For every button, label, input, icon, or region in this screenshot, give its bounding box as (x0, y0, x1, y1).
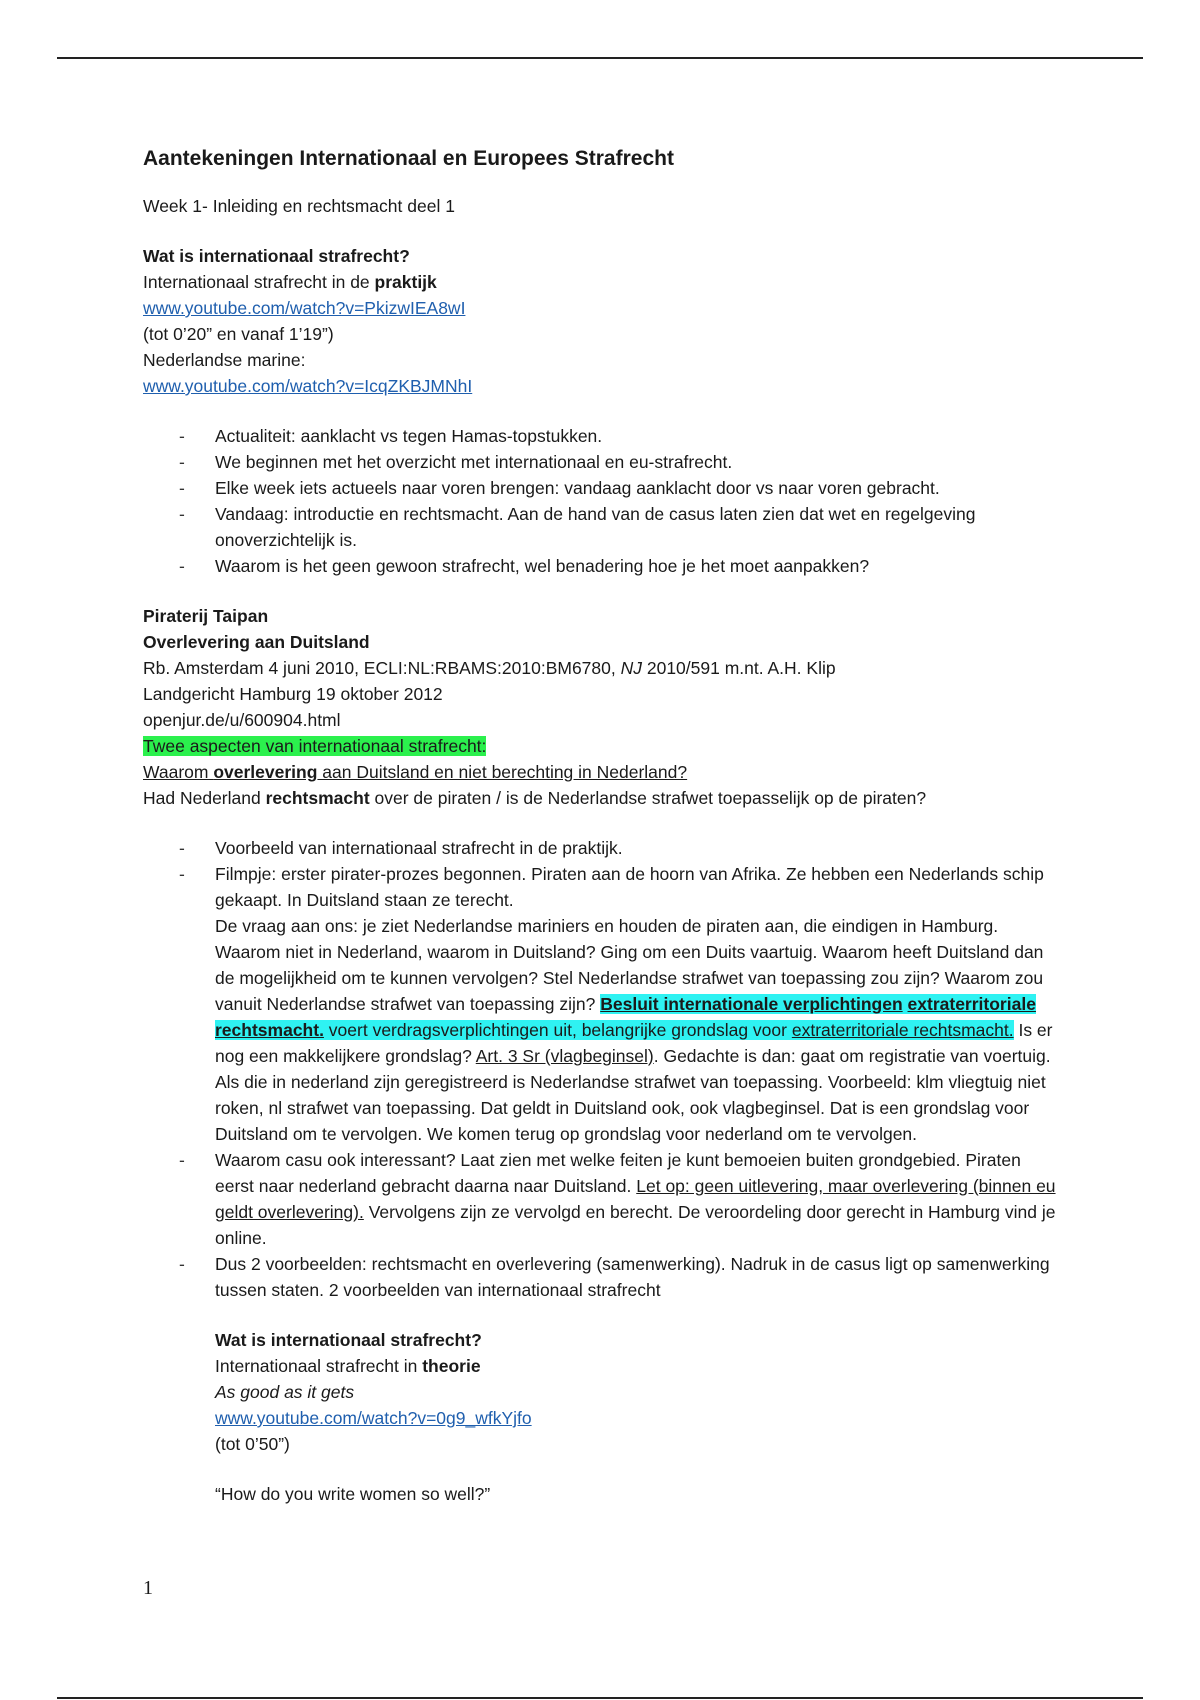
list-item: - We beginnen met het overzicht met internationaal en eu-strafrecht. (215, 449, 1063, 475)
list-item: - Filmpje: erster pirater-prozes begonnen. Piraten aan de hoorn van Afrika. Ze hebben een Nederlands schip gekaapt. In Duitsland staan ze terecht. De vraag aan ons: je ziet Nederlandse mariniers en houden de piraten aan, die eindigen in Hamburg. Waarom niet in Nederland, waarom in Duitsland? Ging om een Duits vaartuig. Waarom heeft Duitsland dan de mogelijkheid om te kunnen vervolgen? Stel Nederlandse strafwet van toepassing zou zijn? Waarom zou vanuit Nederlandse strafwet van toepassing zijn? Besluit internationale verplichtingen extraterritoriale rechtsmacht. voert verdragsverplichtingen uit, belangrijke grondslag voor extraterritoriale rechtsmacht. Is er nog een makkelijkere grondslag? Art. 3 Sr (vlagbeginsel). Gedachte is dan: gaat om registratie van voertuig. Als die in nederland zijn geregistreerd is Nederlandse strafwet van toepassing. Voorbeeld: klm vliegtuig niet roken, nl strafwet van toepassing. Dat geldt in Duitsland ook, ook vlagbeginsel. Dat is een grondslag voor Duitsland om te vervolgen. We komen terug op grondslag voor nederland om te vervolgen. (215, 861, 1063, 1147)
case-openjur: openjur.de/u/600904.html (143, 710, 341, 730)
bullet-list-case (143, 835, 1063, 1303)
question-overlevering: Waarom overlevering aan Duitsland en niet berechting in Nederland? (143, 762, 688, 782)
video-link-3[interactable]: www.youtube.com/watch?v=0g9_wfkYjfo (215, 1408, 532, 1428)
case-subheading: Overlevering aan Duitsland (143, 632, 370, 652)
video-link-2[interactable]: www.youtube.com/watch?v=IcqZKBJMNhI (143, 376, 473, 396)
theory-section (143, 1327, 1063, 1507)
question-rechtsmacht: Had Nederland rechtsmacht over de piraten / is de Nederlandse strafwet toepasselijk op de piraten? (143, 788, 927, 808)
case-heading: Piraterij Taipan (143, 606, 269, 626)
video-link-1[interactable]: www.youtube.com/watch?v=PkizwIEA8wI (143, 298, 466, 318)
list-item: - Elke week iets actueels naar voren brengen: vandaag aanklacht door vs naar voren gebracht. (215, 475, 1063, 501)
list-item: - Dus 2 voorbeelden: rechtsmacht en overlevering (samenwerking). Nadruk in de casus ligt op samenwerking tussen staten. 2 voorbeelden van internationaal strafrecht (215, 1251, 1063, 1303)
list-item: - Waarom is het geen gewoon strafrecht, wel benadering hoe je het moet aanpakken? (215, 553, 1063, 579)
theorie-line: Internationaal strafrecht in theorie (215, 1356, 481, 1376)
list-item: - Actualiteit: aanklacht vs tegen Hamas-topstukken. (215, 423, 1063, 449)
page-number: 1 (143, 1577, 153, 1599)
section-heading-theory: Wat is internationaal strafrecht? (215, 1330, 482, 1350)
quote-line: “How do you write women so well?” (215, 1484, 491, 1504)
section-heading-what-is: Wat is internationaal strafrecht? (143, 246, 410, 266)
video-link-1-note: (tot 0’20” en vanaf 1’19”) (143, 324, 334, 344)
video-link-2-line (143, 373, 1063, 399)
bullet-list-intro (143, 423, 1063, 579)
list-item: - Voorbeeld van internationaal strafrecht in de praktijk. (215, 835, 1063, 861)
list-item: - Waarom casu ook interessant? Laat zien met welke feiten je kunt bemoeien buiten grondgebied. Piraten eerst naar nederland gebracht daarna naar Duitsland. Let op: geen uitlevering, maar overlevering (binnen eu geldt overlevering). Vervolgens zijn ze vervolgd en berecht. De veroordeling door gerecht in Hamburg vind je online. (215, 1147, 1063, 1251)
footer-rule (57, 1697, 1143, 1699)
case-ruling: Rb. Amsterdam 4 juni 2010, ECLI:NL:RBAMS:2010:BM6780, NJ 2010/591 m.nt. A.H. Klip (143, 658, 836, 678)
document-body (143, 145, 1063, 1507)
week-heading: Week 1- Inleiding en rechtsmacht deel 1 (143, 196, 455, 216)
as-good-line: As good as it gets (215, 1382, 355, 1402)
header-rule (57, 57, 1143, 59)
aspects-line (143, 733, 1063, 759)
video-link-3-line (215, 1405, 1063, 1431)
list-item: - Vandaag: introductie en rechtsmacht. Aan de hand van de casus laten zien dat wet en regelgeving onoverzichtelijk is. (215, 501, 1063, 553)
marine-label: Nederlandse marine: (143, 350, 306, 370)
document-title: Aantekeningen Internationaal en Europees Strafrecht (143, 147, 674, 170)
case-landgericht: Landgericht Hamburg 19 oktober 2012 (143, 684, 443, 704)
highlight-green: Twee aspecten van internationaal strafrecht: (143, 736, 487, 756)
praktijk-line: Internationaal strafrecht in de praktijk (143, 272, 437, 292)
video-link-1-line (143, 295, 1063, 321)
video-link-3-note: (tot 0’50”) (215, 1434, 290, 1454)
